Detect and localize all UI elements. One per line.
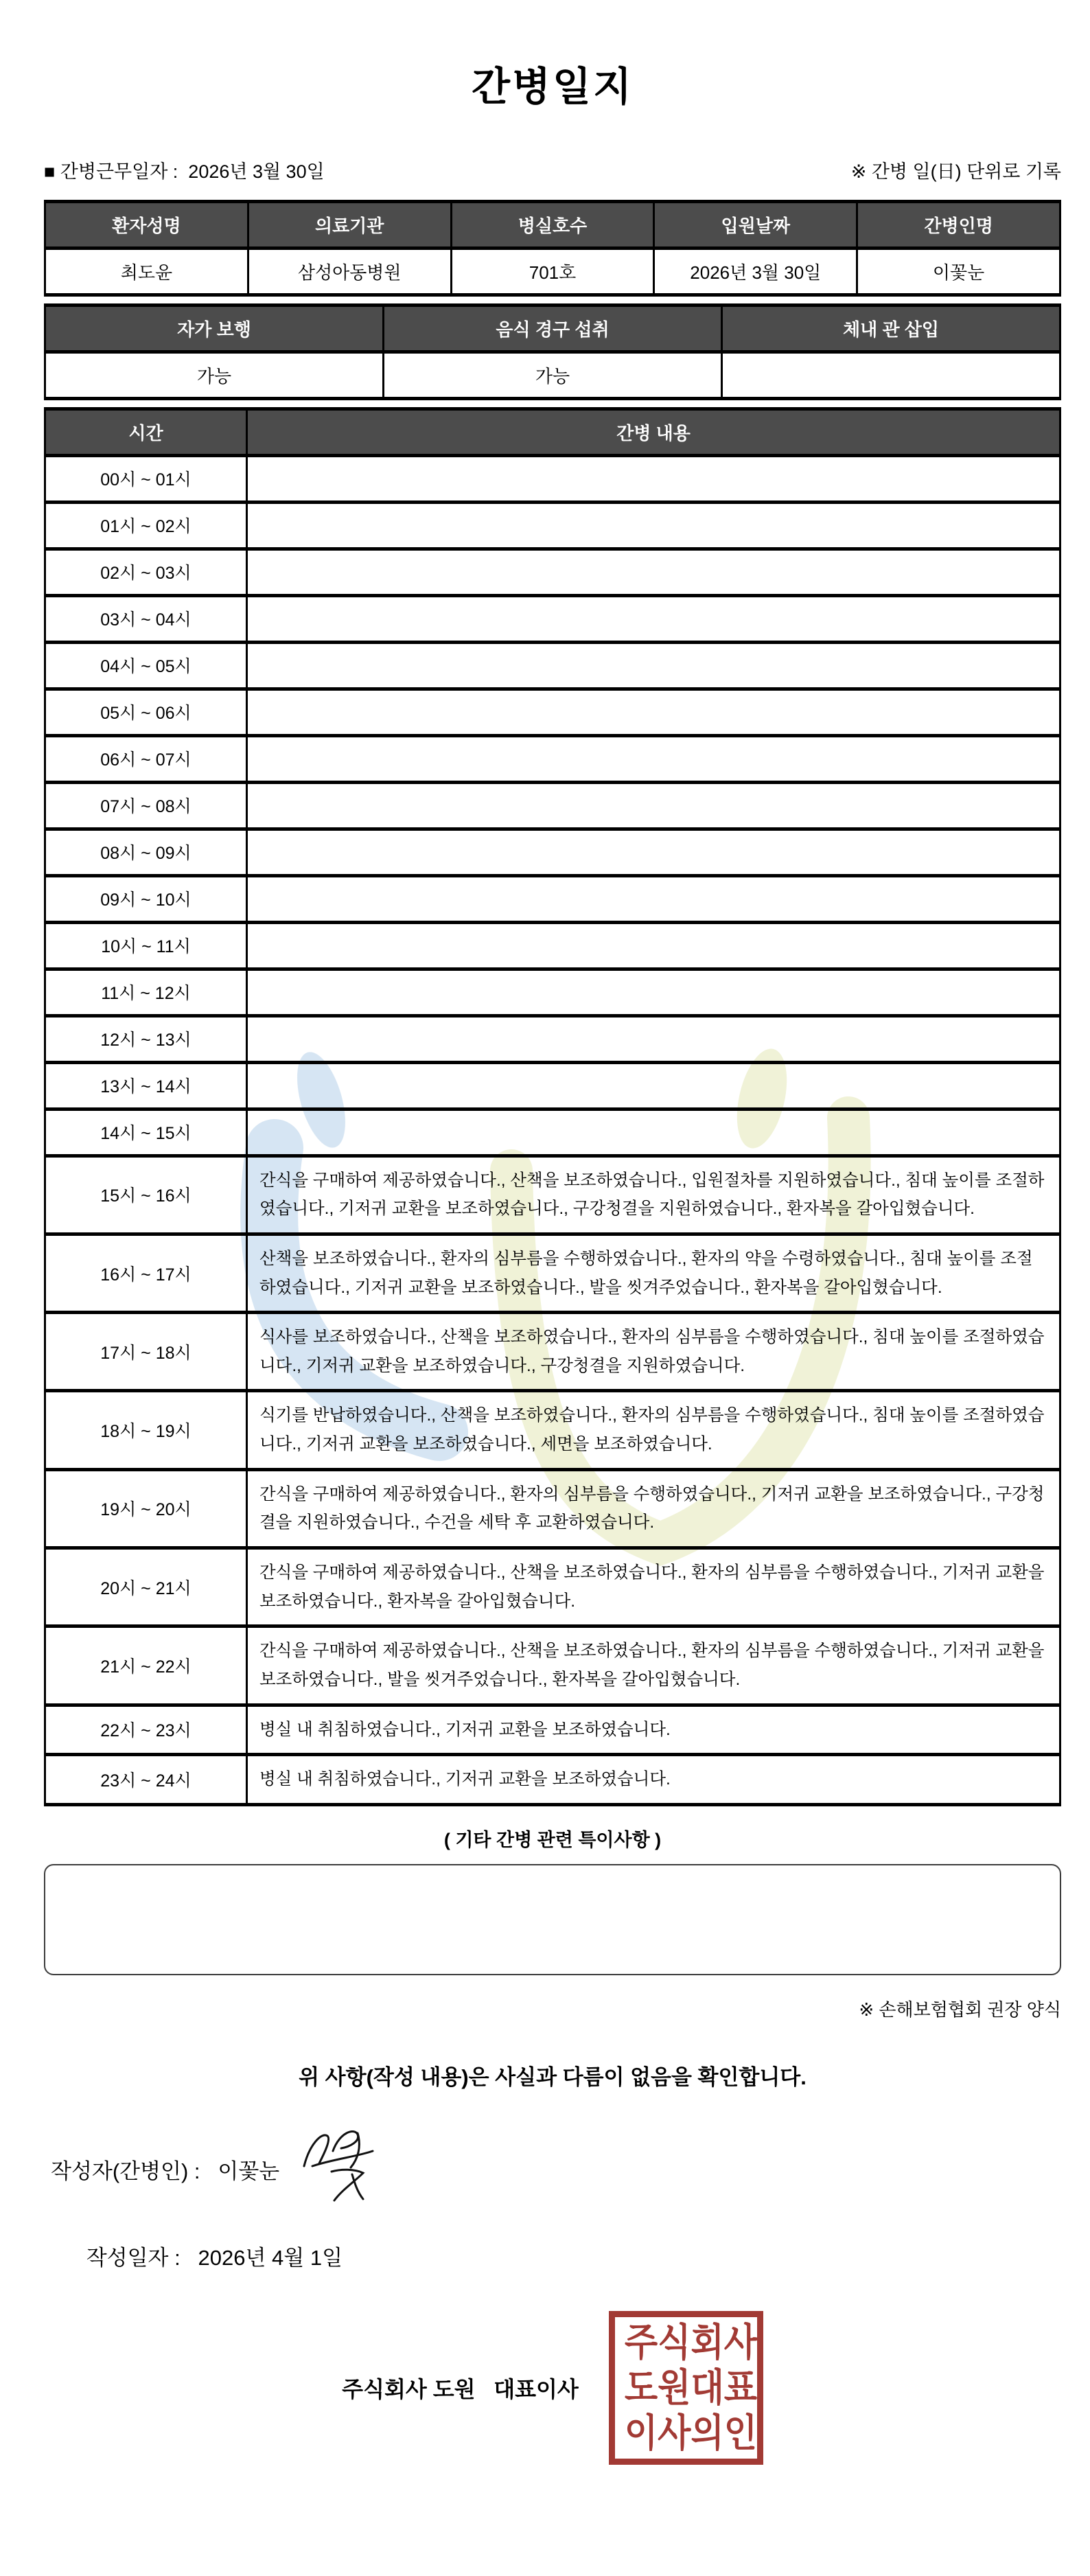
etc-notes-box [44,1864,1061,1975]
log-time-cell: 18시 ~ 19시 [45,1391,247,1469]
log-time-cell: 19시 ~ 20시 [45,1469,247,1548]
date-line: 작성일자 : 2026년 4월 1일 [86,2245,343,2270]
log-time-cell: 17시 ~ 18시 [45,1313,247,1391]
log-content-cell: 간식을 구매하여 제공하였습니다., 산책을 보조하였습니다., 입원절차를 지원하였습니다., 침대 높이를 조절하였습니다., 기저귀 교환을 보조하였습니다., 구강청결을 지원하였습니다., 환자복을 갈아입혔습니다. [247,1155,1060,1234]
patient-col-value: 701호 [451,248,654,295]
status-col-header: 음식 경구 섭취 [384,305,722,352]
log-time-cell: 01시 ~ 02시 [45,502,247,549]
confirmation-statement: 위 사항(작성 내용)은 사실과 다름이 없음을 확인합니다. [299,2065,807,2089]
log-row [45,1015,1060,1062]
log-time-cell: 16시 ~ 17시 [45,1234,247,1312]
log-time-cell: 23시 ~ 24시 [45,1755,247,1805]
log-row [45,829,1060,875]
log-time-cell: 04시 ~ 05시 [45,642,247,689]
log-header-row [45,409,1060,455]
log-row [45,782,1060,829]
log-content-header: 간병 내용 [247,409,1060,455]
log-row [45,1155,1060,1234]
log-content-cell: 병실 내 취침하였습니다., 기저귀 교환을 보조하였습니다. [247,1705,1060,1755]
log-time-cell: 05시 ~ 06시 [45,689,247,735]
log-content-cell [247,735,1060,782]
log-row [45,1234,1060,1312]
log-content-cell [247,875,1060,922]
patient-value-row [45,248,1060,295]
log-time-cell: 14시 ~ 15시 [45,1109,247,1155]
stamp-text-line: 이 사 의 인 [624,2411,758,2455]
status-header-row [45,305,1060,352]
log-row [45,969,1060,1015]
status-col-value: 가능 [384,352,722,398]
log-row [45,1755,1060,1805]
log-time-cell: 09시 ~ 10시 [45,875,247,922]
log-row [45,549,1060,595]
log-time-cell: 00시 ~ 01시 [45,455,247,502]
log-content-cell [247,455,1060,502]
log-time-cell: 10시 ~ 11시 [45,922,247,969]
log-row [45,735,1060,782]
log-content-cell: 산책을 보조하였습니다., 환자의 심부름을 수행하였습니다., 환자의 약을 수령하였습니다., 침대 높이를 조절하였습니다., 기저귀 교환을 보조하였습니다., 발을 씻겨주었습니다., 환자복을 갈아입혔습니다. [247,1234,1060,1312]
date-row [51,2216,1061,2296]
writer-line: 작성자(간병인) : 이꽃눈 [51,2159,280,2184]
log-content-cell [247,1109,1060,1155]
log-row [45,1626,1060,1705]
meta-row [44,157,1061,183]
log-row [45,1313,1060,1391]
log-content-cell: 간식을 구매하여 제공하였습니다., 산책을 보조하였습니다., 환자의 심부름을 수행하였습니다., 기저귀 교환을 보조하였습니다., 환자복을 갈아입혔습니다. [247,1548,1060,1626]
patient-col-header: 의료기관 [248,201,451,248]
log-time-cell: 08시 ~ 09시 [45,829,247,875]
log-time-cell: 12시 ~ 13시 [45,1015,247,1062]
writer-row [51,2133,1061,2206]
status-col-value: 가능 [45,352,384,398]
log-time-cell: 22시 ~ 23시 [45,1705,247,1755]
patient-info-table [44,200,1061,297]
log-time-cell: 13시 ~ 14시 [45,1062,247,1109]
page-title: 간병일지 [471,65,634,109]
log-content-cell [247,689,1060,735]
log-row [45,875,1060,922]
patient-status-table [44,303,1061,400]
recommended-form-note: ※ 손해보험협회 권장 양식 [859,1999,1061,2020]
log-time-header: 시간 [45,409,247,455]
status-col-header: 자가 보행 [45,305,384,352]
patient-col-header: 간병인명 [857,201,1060,248]
log-content-cell [247,502,1060,549]
log-content-cell: 식기를 반납하였습니다., 산책을 보조하였습니다., 환자의 심부름을 수행하였습니다., 침대 높이를 조절하였습니다., 기저귀 교환을 보조하였습니다., 세면을 보조하였습니다. [247,1391,1060,1469]
log-time-cell: 11시 ~ 12시 [45,969,247,1015]
log-content-cell [247,642,1060,689]
log-time-cell: 06시 ~ 07시 [45,735,247,782]
log-time-cell: 20시 ~ 21시 [45,1548,247,1626]
log-content-cell [247,595,1060,642]
log-time-cell: 03시 ~ 04시 [45,595,247,642]
stamp-text-line: 주 식 회 사 [624,2321,758,2365]
patient-col-header: 환자성명 [45,201,248,248]
care-log-table [44,407,1061,1806]
log-content-cell: 병실 내 취침하였습니다., 기저귀 교환을 보조하였습니다. [247,1755,1060,1805]
log-content-cell [247,1015,1060,1062]
patient-col-header: 입원날짜 [654,201,857,248]
log-content-cell [247,969,1060,1015]
log-content-cell [247,829,1060,875]
log-content-cell: 식사를 보조하였습니다., 산책을 보조하였습니다., 환자의 심부름을 수행하였습니다., 침대 높이를 조절하였습니다., 기저귀 교환을 보조하였습니다., 구강청결을 지원하였습니다. [247,1313,1060,1391]
log-row [45,455,1060,502]
patient-col-value: 삼성아동병원 [248,248,451,295]
log-content-cell [247,922,1060,969]
log-row [45,1548,1060,1626]
handwritten-signature [292,2124,395,2206]
log-content-cell [247,782,1060,829]
stamp-text-line: 도 원 대 표 [624,2366,758,2410]
etc-section-heading: ( 기타 간병 관련 특이사항 ) [443,1829,662,1850]
log-row [45,595,1060,642]
status-col-value [722,352,1060,398]
log-row [45,1062,1060,1109]
log-row [45,1705,1060,1755]
company-row [44,2311,1061,2465]
log-row [45,1469,1060,1548]
patient-header-row [45,201,1060,248]
log-row [45,1109,1060,1155]
log-content-cell: 간식을 구매하여 제공하였습니다., 산책을 보조하였습니다., 환자의 심부름을 수행하였습니다., 기저귀 교환을 보조하였습니다., 발을 씻겨주었습니다., 환자복을 갈아입혔습니다. [247,1626,1060,1705]
log-time-cell: 15시 ~ 16시 [45,1155,247,1234]
log-row [45,642,1060,689]
log-content-cell [247,549,1060,595]
patient-col-header: 병실호수 [451,201,654,248]
log-content-cell [247,1062,1060,1109]
log-time-cell: 02시 ~ 03시 [45,549,247,595]
log-content-cell: 간식을 구매하여 제공하였습니다., 환자의 심부름을 수행하였습니다., 기저귀 교환을 보조하였습니다., 구강청결을 지원하였습니다., 수건을 세탁 후 교환하였습니다. [247,1469,1060,1548]
status-value-row [45,352,1060,398]
log-row [45,1391,1060,1469]
status-col-header: 체내 관 삽입 [722,305,1060,352]
log-row [45,689,1060,735]
patient-col-value: 이꽃눈 [857,248,1060,295]
log-time-cell: 21시 ~ 22시 [45,1626,247,1705]
unit-note: ※ 간병 일(日) 단위로 기록 [850,161,1061,182]
patient-col-value: 2026년 3월 30일 [654,248,857,295]
company-ceo-line: 주식회사 도원 대표이사 [342,2376,579,2402]
log-time-cell: 07시 ~ 08시 [45,782,247,829]
corporate-seal-stamp [609,2311,763,2465]
work-date-line: ■ 간병근무일자 : 2026년 3월 30일 [44,161,325,182]
patient-col-value: 최도윤 [45,248,248,295]
log-row [45,502,1060,549]
log-row [45,922,1060,969]
